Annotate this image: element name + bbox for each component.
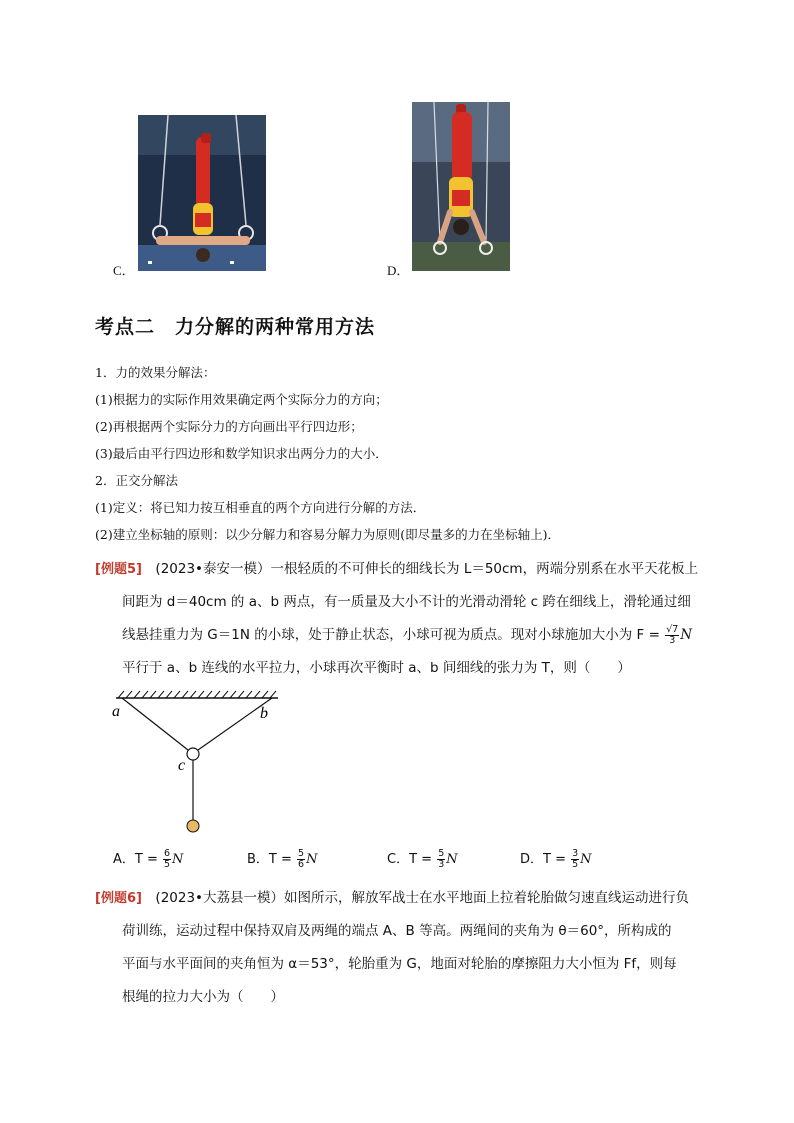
method1-step3: (3)最后由平行四边形和数学知识求出两分力的大小．: [95, 446, 388, 461]
example5-text: [95, 553, 705, 685]
example6-line2: 荷训练，运动过程中保持双肩及两绳的端点 A、B 等高。两绳间的夹角为 θ＝60°，所构成的: [122, 923, 672, 939]
method2-step1: (1)定义：将已知力按互相垂直的两个方向进行分解的方法．: [95, 500, 426, 515]
ball: [187, 820, 199, 832]
example5-line1: [例题5] (2023•泰安一模）一根轻质的不可伸长的细线长为 L＝50cm，两端分别系在水平天花板上: [95, 561, 699, 577]
option-d-label: D．: [387, 263, 410, 278]
label-a: a: [112, 703, 120, 720]
choice-a[interactable]: A．T = $\frac{6}{5}$ N: [113, 848, 184, 870]
example6-line3: 平面与水平面间的夹角恒为 α＝53°，轮胎重为 G，地面对轮胎的摩擦阻力大小恒为 Ff，则每: [122, 956, 677, 972]
example5-line4: 平行于 a、b 连线的水平拉力，小球再次平衡时 a、b 间细线的张力为 T，则（ ）: [122, 660, 631, 676]
gymnast-d-image: [412, 102, 510, 271]
example5-line3: 线悬挂重力为 G＝1N 的小球，处于静止状态，小球可视为质点。现对小球施加大小为 F = $\frac{√7}{3}$ N: [122, 623, 693, 646]
option-c-label: C．: [113, 263, 135, 278]
pulley-diagram: [108, 690, 288, 840]
choice-d[interactable]: D．T = $\frac{3}{5}$ N: [520, 848, 592, 870]
method1-step1: (1)根据力的实际作用效果确定两个实际分力的方向；: [95, 392, 388, 407]
section-title: 考点二 力分解的两种常用方法: [95, 316, 376, 338]
gymnast-c-image: [138, 115, 266, 271]
method2-step2: (2)建立坐标轴的原则：以少分解力和容易分解力为原则(即尽量多的力在坐标轴上)．: [95, 527, 560, 542]
choice-b[interactable]: B．T = $\frac{5}{6}$ N: [247, 848, 318, 870]
ceiling-hatch: [118, 691, 276, 698]
label-b: b: [260, 705, 268, 722]
string-left: [122, 698, 188, 750]
method1-step2: (2)再根据两个实际分力的方向画出平行四边形；: [95, 419, 363, 434]
label-c: c: [178, 757, 186, 774]
choice-c[interactable]: C．T = $\frac{5}{3}$ N: [387, 848, 458, 870]
force-fraction: $\frac{√7}{3}$: [666, 623, 679, 646]
gymnast-photo-c: [138, 115, 266, 271]
gymnast-photo-d: [412, 102, 510, 271]
method1-title: 1．力的效果分解法：: [95, 365, 216, 380]
example6-line4: 根绳的拉力大小为（ ）: [122, 989, 284, 1005]
example6-line1: [例题6] (2023•大荔县一模）如图所示，解放军战士在水平地面上拉着轮胎做匀速直线运动进行负: [95, 890, 690, 906]
pulley-c: [187, 748, 199, 760]
example5-tag: [例题5]: [95, 562, 142, 577]
example5-line2: 间距为 d＝40cm 的 a、b 两点，有一质量及大小不计的光滑动滑轮 c 跨在细线上，滑轮通过细: [122, 594, 691, 610]
example6-text: [95, 882, 705, 1014]
method2-title: 2．正交分解法: [95, 473, 178, 488]
example6-tag: [例题6]: [95, 891, 142, 906]
